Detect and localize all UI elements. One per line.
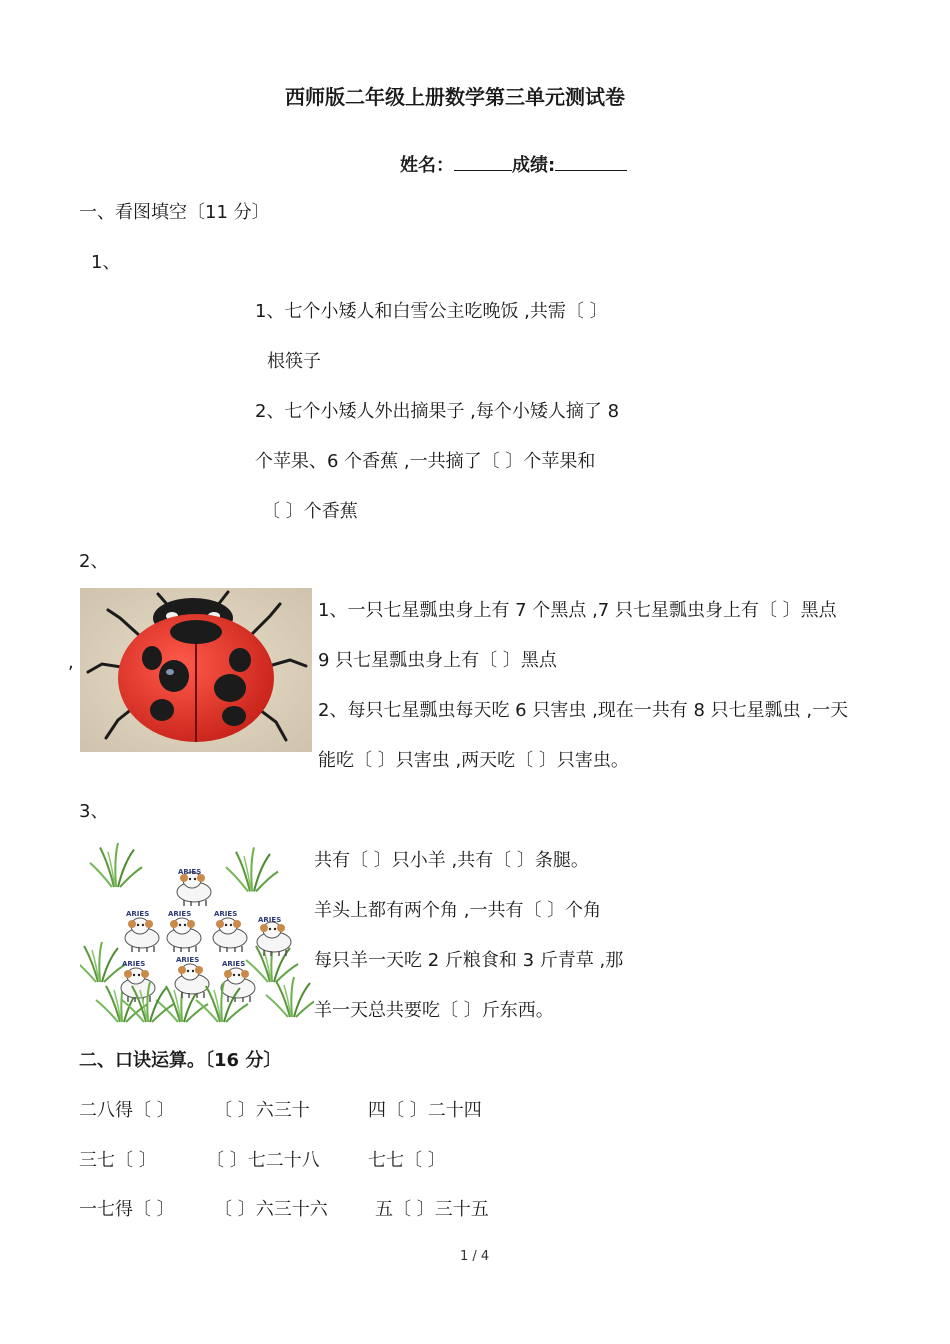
- drill-item: 四〔 〕二十四: [368, 1100, 482, 1121]
- sheep-label: ARIES: [168, 910, 192, 918]
- q2-line: 能吃〔 〕只害虫 ,两天吃〔 〕只害虫。: [318, 750, 629, 771]
- drill-item: 七七〔 〕: [368, 1150, 446, 1171]
- q2-number: 2、: [79, 551, 109, 572]
- q1-line: 1、七个小矮人和白雪公主吃晚饭 ,共需〔 〕: [255, 301, 608, 322]
- page-title: 西师版二年级上册数学第三单元测试卷: [285, 85, 625, 109]
- sheep-icon: [80, 832, 314, 1024]
- ladybug-image: [80, 588, 312, 752]
- q1-line: 个苹果、6 个香蕉 ,一共摘了〔 〕个苹果和: [255, 451, 596, 472]
- sheep-label: ARIES: [258, 916, 282, 924]
- q1-number: 1、: [91, 252, 121, 273]
- q1-line: 〔 〕个香蕉: [262, 501, 358, 522]
- sheep-label: ARIES: [176, 956, 200, 964]
- q2-line: 2、每只七星瓢虫每天吃 6 只害虫 ,现在一共有 8 只七星瓢虫 ,一天: [318, 700, 849, 721]
- drill-item: 三七〔 〕: [79, 1150, 157, 1171]
- drill-item: 〔 〕六三十: [214, 1100, 310, 1121]
- sheep-grass-image: [80, 832, 314, 1024]
- q3-line: 羊头上都有两个角 ,一共有〔 〕个角: [314, 900, 602, 921]
- ladybug-icon: [80, 588, 312, 752]
- page-number: 1 / 4: [460, 1249, 490, 1264]
- drill-item: 五〔 〕三十五: [375, 1199, 489, 1220]
- name-score-line: [400, 152, 627, 177]
- q1-line: 2、七个小矮人外出摘果子 ,每个小矮人摘了 8: [255, 401, 620, 422]
- section1-heading: 一、看图填空〔11 分〕: [79, 202, 270, 223]
- drill-item: 二八得〔 〕: [79, 1100, 175, 1121]
- score-label: 成绩:: [512, 155, 556, 176]
- sheep-label: ARIES: [122, 960, 146, 968]
- sheep-label: ARIES: [178, 868, 202, 876]
- sheep-label: ARIES: [126, 910, 150, 918]
- q2-line: 1、一只七星瓢虫身上有 7 个黑点 ,7 只七星瓢虫身上有〔 〕黑点: [318, 600, 837, 621]
- name-blank[interactable]: [454, 152, 512, 171]
- section2-heading: 二、口诀运算。〔16 分〕: [79, 1050, 282, 1071]
- q2-side-mark: ,: [68, 652, 74, 673]
- drill-item: 〔 〕七二十八: [206, 1150, 320, 1171]
- name-label: 姓名：: [400, 155, 454, 176]
- drill-item: 一七得〔 〕: [79, 1199, 175, 1220]
- drill-item: 〔 〕六三十六: [214, 1199, 328, 1220]
- q2-line: 9 只七星瓢虫身上有〔 〕黑点: [318, 650, 557, 671]
- score-blank[interactable]: [555, 152, 627, 171]
- q1-line: 根筷子: [267, 351, 321, 372]
- q3-number: 3、: [79, 801, 109, 822]
- q3-line: 共有〔 〕只小羊 ,共有〔 〕条腿。: [314, 850, 589, 871]
- sheep-label: ARIES: [222, 960, 246, 968]
- q3-line: 每只羊一天吃 2 斤粮食和 3 斤青草 ,那: [314, 950, 624, 971]
- q3-line: 羊一天总共要吃〔 〕斤东西。: [314, 1000, 554, 1021]
- sheep-label: ARIES: [214, 910, 238, 918]
